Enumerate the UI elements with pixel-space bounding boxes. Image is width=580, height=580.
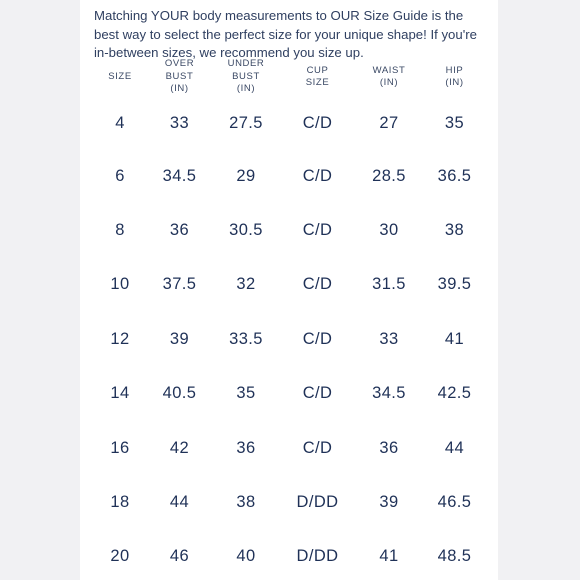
cell-cup-size: C/D (302, 113, 333, 132)
cell-waist: 30 (379, 221, 399, 240)
cell-over-bust: 33 (169, 113, 190, 132)
cell-size: 6 (115, 166, 125, 185)
table-row (100, 97, 493, 149)
size-table (100, 57, 493, 580)
cell-over-bust: 34.5 (162, 166, 197, 185)
cell-size: 14 (110, 384, 130, 403)
cell-waist: 27 (379, 113, 399, 132)
cell-waist: 28.5 (372, 166, 406, 185)
header-over-bust: OVER BUST (IN) (164, 58, 195, 95)
table-row (100, 149, 493, 203)
cell-hip: 41 (444, 329, 465, 348)
cell-hip: 39.5 (437, 275, 472, 294)
cell-hip: 46.5 (437, 493, 472, 512)
cell-cup-size: D/DD (296, 493, 339, 512)
cell-over-bust: 36 (169, 221, 190, 240)
cell-size: 4 (115, 113, 125, 132)
cell-under-bust: 32 (236, 275, 256, 294)
cell-cup-size: C/D (302, 166, 333, 185)
cell-under-bust: 33.5 (229, 329, 263, 348)
table-header-row (100, 57, 493, 97)
cell-cup-size: C/D (302, 275, 333, 294)
cell-cup-size: C/D (302, 438, 333, 457)
size-guide-page (80, 0, 498, 580)
cell-over-bust: 39 (169, 329, 190, 348)
table-row (100, 258, 493, 312)
header-waist: WAIST (IN) (372, 64, 406, 88)
intro-text: Matching YOUR body measurements to OUR Size Guide is the best way to select the perfect size for your unique shape! If you're in-between sizes, we recommend you size up. (94, 8, 477, 60)
cell-under-bust: 35 (236, 384, 256, 403)
cell-hip: 36.5 (437, 166, 472, 185)
cell-size: 8 (115, 221, 125, 240)
header-size: SIZE (108, 70, 132, 82)
table-row (100, 421, 493, 475)
header-under-bust: UNDER BUST (IN) (227, 58, 265, 95)
cell-size: 20 (110, 547, 130, 566)
cell-under-bust: 36 (236, 438, 256, 457)
cell-cup-size: C/D (302, 221, 333, 240)
table-row (100, 203, 493, 257)
cell-hip: 35 (444, 113, 465, 132)
cell-size: 18 (110, 493, 130, 512)
cell-waist: 31.5 (372, 275, 406, 294)
cell-cup-size: D/DD (296, 547, 339, 566)
cell-over-bust: 40.5 (162, 384, 197, 403)
cell-waist: 41 (379, 547, 399, 566)
cell-under-bust: 27.5 (229, 113, 263, 132)
table-body (100, 97, 493, 580)
cell-hip: 42.5 (437, 384, 472, 403)
cell-waist: 33 (379, 329, 399, 348)
cell-under-bust: 30.5 (229, 221, 263, 240)
header-hip: HIP (IN) (445, 64, 464, 88)
cell-cup-size: C/D (302, 329, 333, 348)
table-row (100, 530, 493, 580)
cell-over-bust: 37.5 (162, 275, 197, 294)
cell-over-bust: 42 (169, 438, 190, 457)
table-row (100, 475, 493, 529)
cell-waist: 39 (379, 493, 399, 512)
cell-size: 12 (110, 329, 130, 348)
table-row (100, 312, 493, 366)
cell-over-bust: 46 (169, 547, 190, 566)
cell-waist: 34.5 (372, 384, 406, 403)
cell-under-bust: 29 (236, 166, 256, 185)
header-cup-size: CUP SIZE (305, 64, 330, 88)
cell-over-bust: 44 (169, 493, 190, 512)
table-row (100, 367, 493, 421)
cell-under-bust: 38 (236, 493, 256, 512)
cell-hip: 44 (444, 438, 465, 457)
cell-hip: 48.5 (437, 547, 472, 566)
cell-size: 10 (110, 275, 130, 294)
cell-hip: 38 (444, 221, 465, 240)
cell-under-bust: 40 (236, 547, 256, 566)
cell-size: 16 (110, 438, 130, 457)
cell-waist: 36 (379, 438, 399, 457)
cell-cup-size: C/D (302, 384, 333, 403)
